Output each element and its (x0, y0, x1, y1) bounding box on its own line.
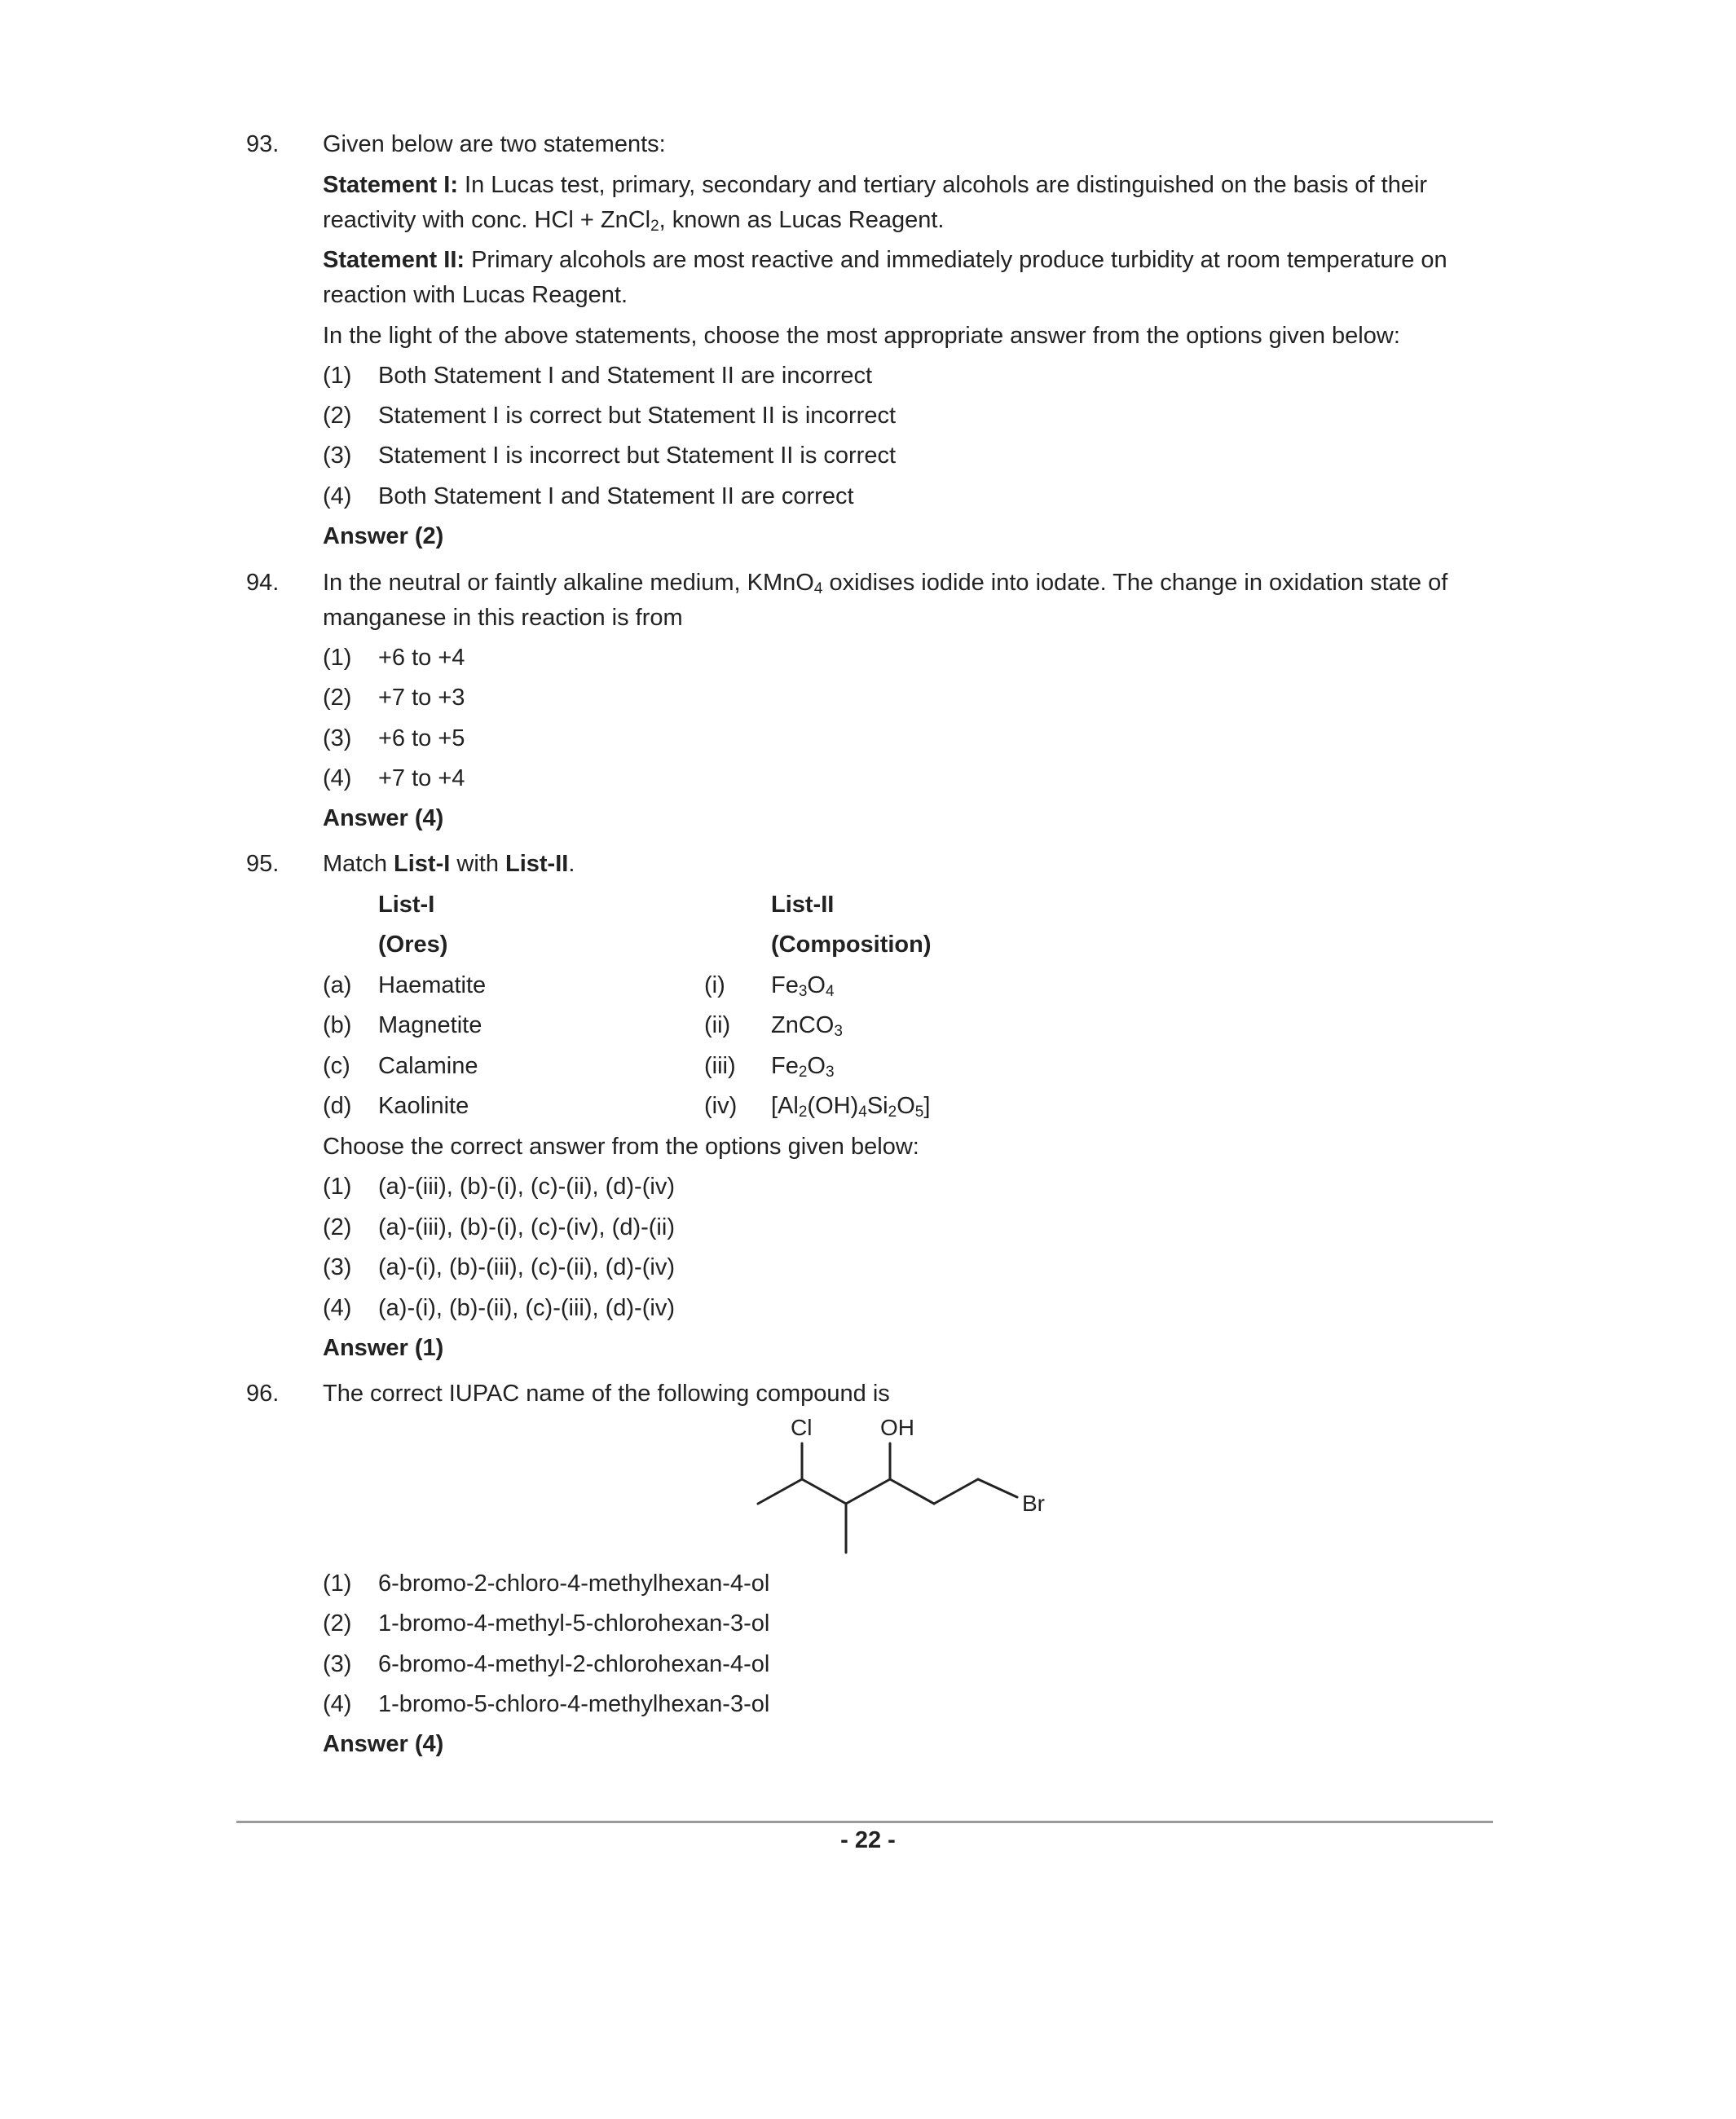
footer-divider (236, 1821, 1493, 1823)
subscript: 2 (650, 218, 659, 235)
q95-stem-part: Match (323, 851, 394, 877)
q94-option-3-text: +6 to +5 (378, 725, 465, 751)
row-c-letter: (c) (323, 1053, 350, 1079)
atom-label-oh: OH (880, 1415, 914, 1440)
question-94-line-2: manganese in this reaction is from (323, 605, 683, 631)
formula-subscript: 3 (798, 983, 808, 1000)
q94-option-4-number: (4) (323, 765, 352, 791)
question-93-number: 93. (246, 131, 280, 157)
formula-subscript: 2 (888, 1104, 897, 1121)
question-95-stem (323, 852, 575, 876)
q95-option-2-number: (2) (323, 1214, 352, 1240)
statement-1-label: Statement I: (323, 172, 458, 198)
formula-part: O (807, 1053, 826, 1079)
statement-1-text-part: reactivity with conc. HCl + ZnCl (323, 207, 651, 233)
row-b-roman: (ii) (704, 1012, 731, 1038)
q94-text-part: In the neutral or faintly alkaline medium, KMnO (323, 570, 814, 596)
q95-option-3-text: (a)-(i), (b)-(iii), (c)-(ii), (d)-(iv) (378, 1254, 675, 1280)
q96-option-1-number: (1) (323, 1571, 352, 1597)
q93-option-2-text: Statement I is correct but Statement II is incorrect (378, 403, 897, 429)
formula-part: ] (923, 1093, 931, 1119)
q96-option-4-number: (4) (323, 1691, 352, 1717)
row-c-ore: Calamine (378, 1053, 478, 1079)
question-95-number: 95. (246, 851, 280, 877)
statement-2-line-1 (323, 249, 1447, 272)
q96-option-1-text: 6-bromo-2-chloro-4-methylhexan-4-ol (378, 1571, 770, 1597)
q95-option-2-text: (a)-(iii), (b)-(i), (c)-(iv), (d)-(ii) (378, 1214, 675, 1240)
q93-option-3-number: (3) (323, 443, 352, 469)
q94-answer: Answer (4) (323, 805, 444, 831)
q94-option-2-text: +7 to +3 (378, 685, 465, 711)
row-d-ore: Kaolinite (378, 1093, 469, 1119)
bond-c3-c4 (846, 1479, 890, 1504)
formula-part: [Al (771, 1093, 799, 1119)
q93-option-1-text: Both Statement I and Statement II are incorrect (378, 363, 873, 389)
bond-c6-br (978, 1479, 1017, 1497)
formula-part: Si (866, 1093, 888, 1119)
statement-1-line-1 (323, 174, 1427, 197)
row-d-roman: (iv) (704, 1093, 738, 1119)
q94-option-3-number: (3) (323, 725, 352, 751)
q96-option-3-number: (3) (323, 1651, 352, 1677)
formula-subscript: 3 (834, 1023, 843, 1040)
row-b-letter: (b) (323, 1012, 352, 1038)
question-95-prompt: Choose the correct answer from the options given below: (323, 1134, 919, 1160)
q95-stem-part: . (568, 851, 575, 877)
bond-c5-c6 (934, 1479, 978, 1504)
row-c-composition (771, 1053, 835, 1081)
statement-2-line-2: reaction with Lucas Reagent. (323, 282, 628, 308)
list-1-title: List-I (378, 892, 435, 918)
statement-1-text-part: , known as Lucas Reagent. (659, 207, 945, 233)
q96-option-3-text: 6-bromo-4-methyl-2-chlorohexan-4-ol (378, 1651, 770, 1677)
row-d-composition (771, 1093, 931, 1121)
q95-option-1-text: (a)-(iii), (b)-(i), (c)-(ii), (d)-(iv) (378, 1174, 675, 1200)
formula-subscript: 4 (858, 1104, 867, 1121)
q95-answer: Answer (1) (323, 1335, 444, 1361)
formula-subscript: 5 (914, 1104, 924, 1121)
list-2-title: List-II (771, 892, 835, 918)
q93-option-2-number: (2) (323, 403, 352, 429)
q96-answer: Answer (4) (323, 1731, 444, 1757)
bond-c1-c2 (758, 1479, 802, 1504)
subscript: 4 (813, 580, 823, 597)
q95-stem-list2: List-II (505, 851, 569, 877)
q93-answer: Answer (2) (323, 523, 444, 549)
q94-option-1-number: (1) (323, 645, 352, 671)
q93-option-4-text: Both Statement I and Statement II are correct (378, 483, 854, 509)
statement-2-text: Primary alcohols are most reactive and immediately produce turbidity at room temperature on (471, 247, 1447, 273)
formula-subscript: 2 (798, 1104, 808, 1121)
atom-label-br: Br (1022, 1491, 1045, 1516)
q95-option-4-number: (4) (323, 1295, 352, 1321)
question-94-number: 94. (246, 570, 280, 596)
q95-stem-list1: List-I (394, 851, 451, 877)
bond-c4-c5 (890, 1479, 934, 1504)
q96-option-2-text: 1-bromo-4-methyl-5-chlorohexan-3-ol (378, 1610, 770, 1637)
formula-part: O (807, 972, 826, 998)
row-a-composition (771, 974, 835, 998)
formula-subscript: 2 (798, 1064, 808, 1081)
formula-subscript: 4 (825, 983, 835, 1000)
question-93-intro: Given below are two statements: (323, 131, 666, 157)
question-93-prompt: In the light of the above statements, choose the most appropriate answer from the options given below: (323, 323, 1400, 349)
formula-part: ZnCO (771, 1012, 835, 1038)
q93-option-3-text: Statement I is incorrect but Statement II is correct (378, 443, 897, 469)
row-a-roman: (i) (704, 972, 725, 998)
atom-label-cl: Cl (791, 1415, 813, 1440)
formula-part: Fe (771, 1053, 799, 1079)
row-b-composition (771, 1012, 843, 1040)
q93-option-1-number: (1) (323, 363, 352, 389)
formula-part: O (897, 1093, 915, 1119)
q96-option-4-text: 1-bromo-5-chloro-4-methylhexan-3-ol (378, 1691, 770, 1717)
q94-option-2-number: (2) (323, 685, 352, 711)
q94-option-4-text: +7 to +4 (378, 765, 465, 791)
row-a-letter: (a) (323, 972, 352, 998)
q94-text-part: oxidises iodide into iodate. The change in oxidation state of (822, 570, 1448, 596)
q95-stem-part: with (450, 851, 505, 877)
row-b-ore: Magnetite (378, 1012, 482, 1038)
row-d-letter: (d) (323, 1093, 352, 1119)
list-2-subtitle: (Composition) (771, 932, 932, 958)
bond-c2-c3 (802, 1479, 846, 1504)
question-96-number: 96. (246, 1381, 280, 1407)
statement-2-label: Statement II: (323, 247, 465, 273)
row-a-ore: Haematite (378, 972, 487, 998)
question-94-line-1 (323, 571, 1447, 595)
skeletal-structure-diagram (734, 1406, 1076, 1569)
q96-option-2-number: (2) (323, 1610, 352, 1637)
statement-1-text: In Lucas test, primary, secondary and tertiary alcohols are distinguished on the basis of their (465, 172, 1428, 198)
formula-subscript: 3 (825, 1064, 835, 1081)
row-c-roman: (iii) (704, 1053, 736, 1079)
formula-part: Fe (771, 972, 799, 998)
page-number: - 22 - (840, 1827, 896, 1853)
question-96-stem: The correct IUPAC name of the following compound is (323, 1381, 890, 1407)
q93-option-4-number: (4) (323, 483, 352, 509)
statement-1-line-2 (323, 207, 945, 235)
formula-part: (OH) (807, 1093, 859, 1119)
q95-option-1-number: (1) (323, 1174, 352, 1200)
q95-option-3-number: (3) (323, 1254, 352, 1280)
list-1-subtitle: (Ores) (378, 932, 448, 958)
q94-option-1-text: +6 to +4 (378, 645, 465, 671)
q95-option-4-text: (a)-(i), (b)-(ii), (c)-(iii), (d)-(iv) (378, 1295, 675, 1321)
